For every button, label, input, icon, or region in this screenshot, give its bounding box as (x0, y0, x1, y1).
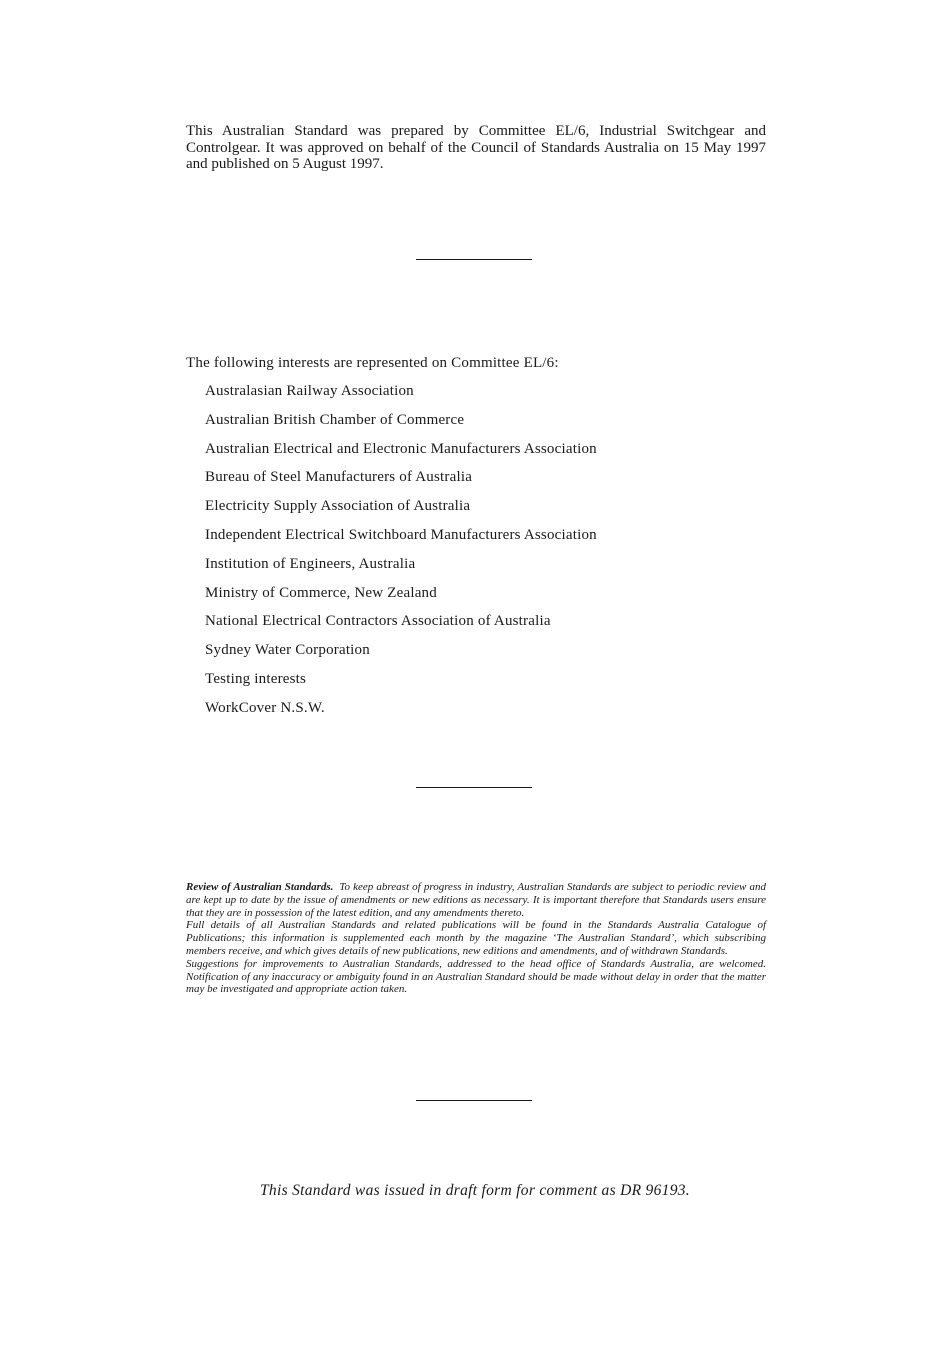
interest-item: Testing interests (205, 670, 307, 687)
interest-item: Australasian Railway Association (205, 383, 414, 399)
interest-item: WorkCover N.S.W. (205, 699, 325, 716)
interest-item: Institution of Engineers, Australia (205, 555, 416, 572)
section-divider (416, 787, 532, 788)
interest-item: Independent Electrical Switchboard Manufacturers Association (205, 526, 597, 543)
interests-intro: The following interests are represented on Committee EL/6: (186, 355, 559, 371)
interest-item: Australian British Chamber of Commerce (205, 411, 465, 428)
review-paragraph: Full details of all Australian Standards and related publications will be found in the Standards Australia Catalogue of Publications; this information is supplemented each month by the magazine ‘The Australian Standard’, which subscribing members receive, and which gives details of new publications, new editions and amendments, and of withdrawn Standards. (186, 919, 766, 957)
review-paragraph (186, 881, 766, 919)
interest-item: National Electrical Contractors Association of Australia (205, 613, 551, 630)
preparation-statement: This Australian Standard was prepared by Committee EL/6, Industrial Switchgear and Controlgear. It was approved on behalf of the Council of Standards Australia on 15 May 1997 and published on 5 August 1997. (186, 123, 766, 172)
interest-item: Australian Electrical and Electronic Manufacturers Association (205, 440, 597, 457)
interest-item: Bureau of Steel Manufacturers of Australia (205, 469, 473, 486)
review-heading: Review of Australian Standards. (186, 881, 334, 893)
review-paragraph: Suggestions for improvements to Australian Standards, addressed to the head office of Standards Australia, are welcomed. Notification of any inaccuracy or ambiguity found in an Australian Standard should be made without delay in order that the matter may be investigated and appropriate action taken. (186, 957, 766, 996)
section-divider (416, 259, 532, 260)
interest-item: Electricity Supply Association of Australia (205, 498, 471, 515)
review-paragraph-text: To keep abreast of progress in industry, Australian Standards are subject to periodic review and are kept up to date by the issue of amendments or new editions as necessary. It is important therefore that Standards users ensure that they are in possession of the latest edition, and any amendments thereto. (186, 881, 766, 919)
review-notice (186, 881, 766, 996)
interest-item: Sydney Water Corporation (205, 642, 370, 659)
interest-item: Ministry of Commerce, New Zealand (205, 584, 437, 601)
draft-notice: This Standard was issued in draft form for comment as DR 96193. (260, 1182, 690, 1199)
interests-list (186, 380, 786, 726)
section-divider (416, 1100, 532, 1101)
committee-interests (186, 352, 786, 726)
